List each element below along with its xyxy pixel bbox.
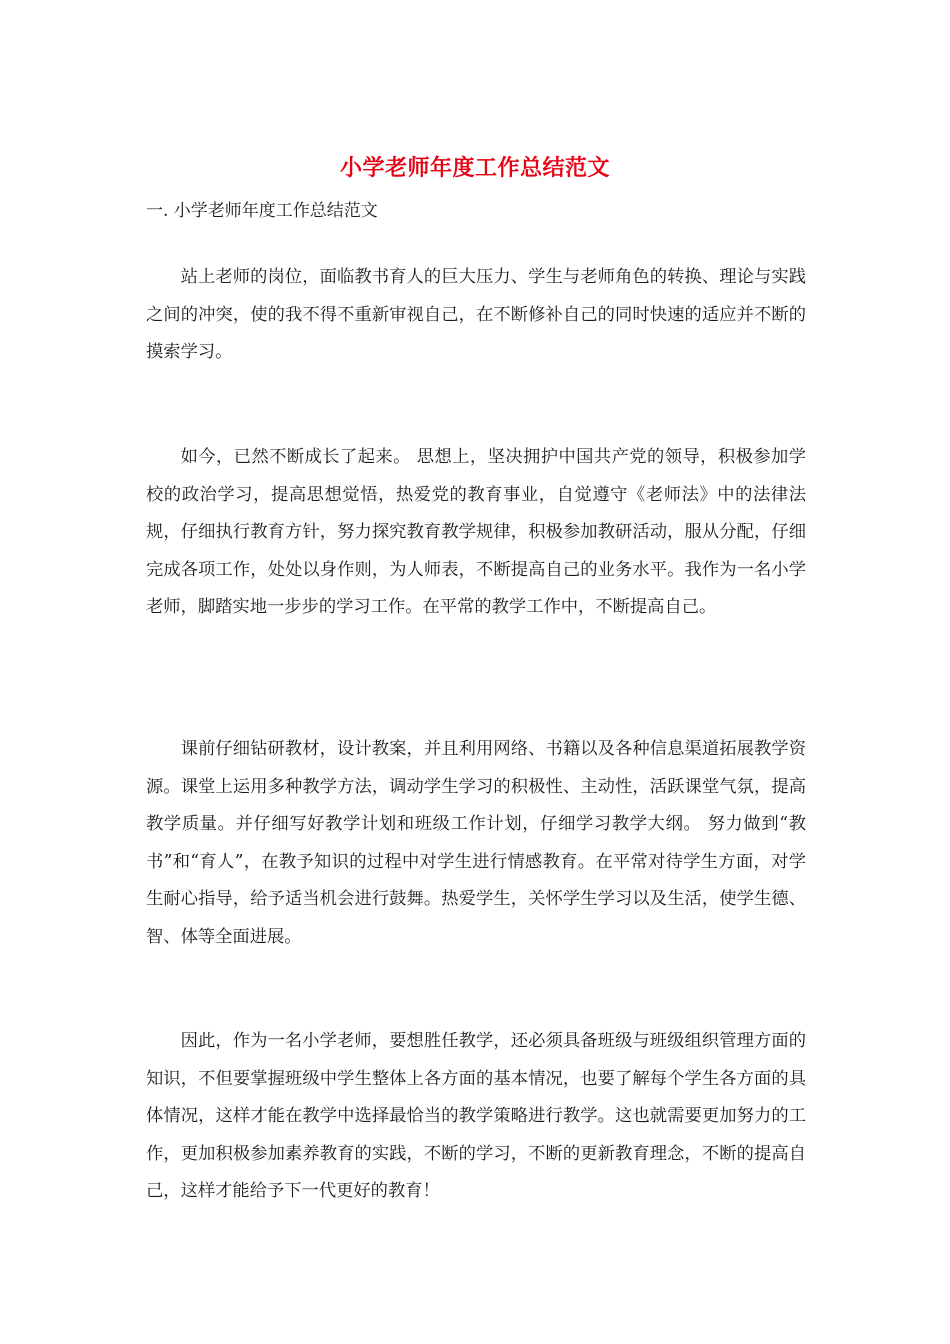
- paragraph-2: 如今，已然不断成长了起来。 思想上，坚决拥护中国共产党的领导，积极参加学校的政治学习，提高思想觉悟，热爱党的教育事业，自觉遵守《老师法》中的法律法规，仔细执行教育方针，努力探究教育教学规律，积极参加教研活动，服从分配，仔细完成各项工作，处处以身作则，为人师表，不断提高自己的业务水平。我作为一名小学老师，脚踏实地一步步的学习工作。在平常的教学工作中，不断提高自己。: [146, 447, 806, 617]
- section-heading: 一. 小学老师年度工作总结范文: [146, 201, 378, 221]
- paragraph-3: 课前仔细钻研教材，设计教案，并且利用网络、书籍以及各种信息渠道拓展教学资源。课堂上运用多种教学方法，调动学生学习的积极性、主动性，活跃课堂气氛，提高教学质量。并仔细写好教学计划和班级工作计划，仔细学习教学大纲。 努力做到“教书”和“育人”，在教予知识的过程中对学生进行情感教育。在平常对待学生方面，对学生耐心指导，给予适当机会进行鼓舞。热爱学生，关怀学生学习以及生活，使学生德、智、体等全面进展。: [146, 739, 806, 947]
- document-title: 小学老师年度工作总结范文: [339, 155, 610, 181]
- paragraph-1: 站上老师的岗位，面临教书育人的巨大压力、学生与老师角色的转换、理论与实践之间的冲突，使的我不得不重新审视自己，在不断修补自己的同时快速的适应并不断的摸索学习。: [146, 267, 806, 362]
- paragraph-4: 因此，作为一名小学老师，要想胜任教学，还必须具备班级与班级组织管理方面的知识，不但要掌握班级中学生整体上各方面的基本情况，也要了解每个学生各方面的具体情况，这样才能在教学中选择最恰当的教学策略进行教学。这也就需要更加努力的工作，更加积极参加素养教育的实践，不断的学习，不断的更新教育理念，不断的提高自己，这样才能给予下一代更好的教育！: [146, 1031, 806, 1201]
